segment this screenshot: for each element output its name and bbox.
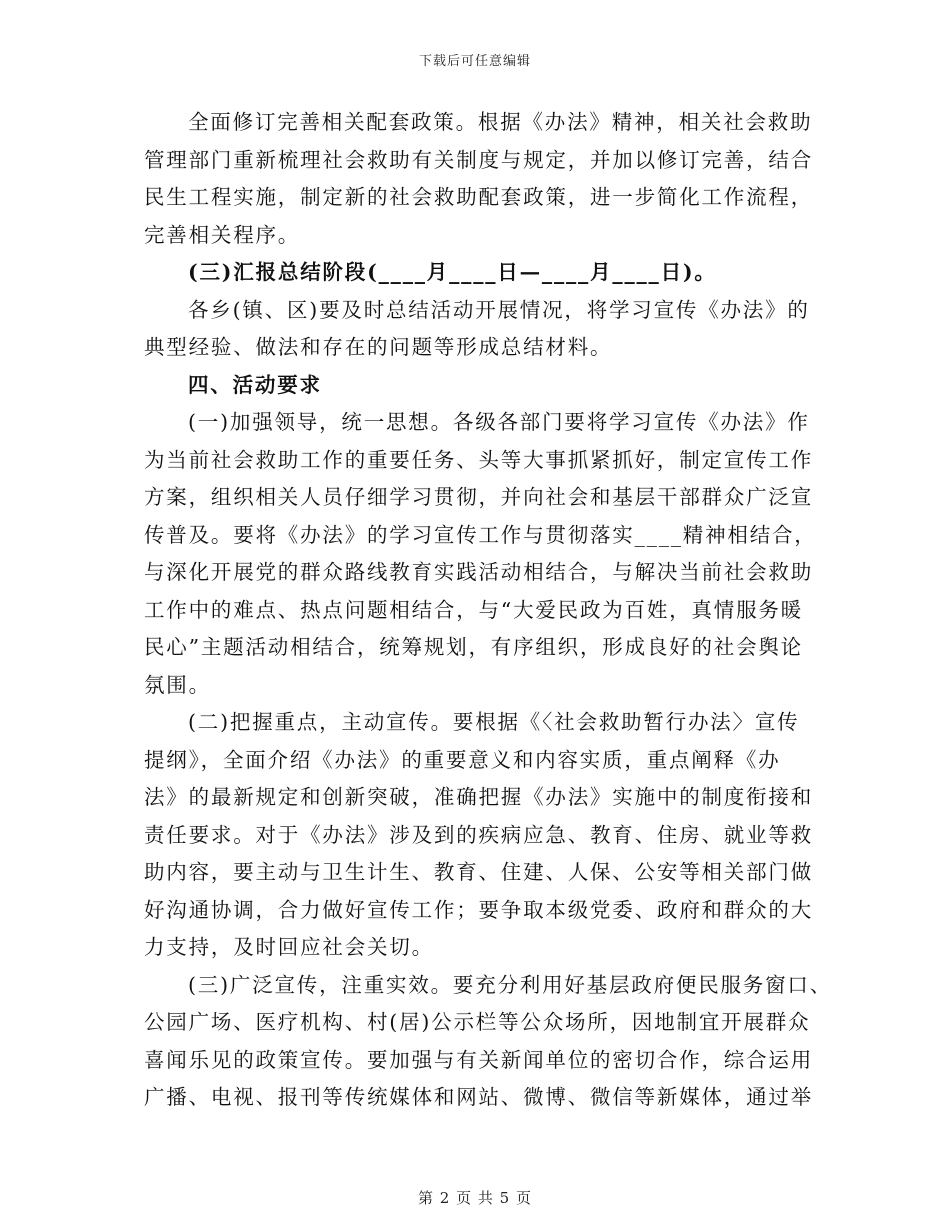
text-line: 公园广场、医疗机构、村(居)公示栏等公众场所，因地制宜开展群众 [144,1010,811,1034]
text-line: 氛围。 [144,672,211,697]
text-line: 助内容，要主动与卫生计生、教育、住建、人保、公安等相关部门做 [144,860,813,884]
text-line: 民生工程实施，制定新的社会救助配套政策，进一步简化工作流程， [144,185,813,209]
text-line: 力支持，及时回应社会关切。 [144,935,434,959]
text-line: 工作中的难点、热点问题相结合，与“大爱民政为百姓，真情服务暖 [144,597,803,622]
text-line: 管理部门重新梳理社会救助有关制度与规定，并加以修订完善，结合 [144,147,813,172]
text-line: 全面修订完善相关配套政策。根据《办法》精神，相关社会救助 [188,110,813,134]
text-line: (三)广泛宣传，注重实效。要充分利用好基层政府便民服务窗口、 [188,972,832,997]
document-body [144,104,832,1117]
text-line: 提纲》，全面介绍《办法》的重要意义和内容实质，重点阐释《办 [144,747,781,772]
text-line: (一)加强领导，统一思想。各级各部门要将学习宣传《办法》作 [188,410,810,434]
text-line: 完善相关程序。 [144,222,301,247]
section-heading: 四、活动要求 [188,372,322,397]
text-line: 各乡(镇、区)要及时总结活动开展情况，将学习宣传《办法》的 [188,297,810,322]
text-line: (二)把握重点，主动宣传。要根据《〈社会救助暂行办法〉宣传 [188,710,800,734]
text-line: 传普及。要将《办法》的学习宣传工作与贯彻落实____精神相结合， [144,522,817,547]
page-header: 下载后可任意编辑 [418,54,531,69]
text-line: 为当前社会救助工作的重要任务、头等大事抓紧抓好，制定宣传工作 [144,447,813,472]
text-line: 责任要求。对于《办法》涉及到的疾病应急、教育、住房、就业等救 [144,822,813,847]
page-footer: 第 2 页 共 5 页 [418,1189,532,1207]
text-line: 民心”主题活动相结合，统筹规划，有序组织，形成良好的社会舆论 [144,635,803,659]
text-line: 与深化开展党的群众路线教育实践活动相结合，与解决当前社会救助 [144,560,813,584]
text-line: 好沟通协调，合力做好宣传工作；要争取本级党委、政府和群众的大 [144,897,813,922]
text-line: 广播、电视、报刊等传统媒体和网站、微博、微信等新媒体，通过举 [144,1085,813,1109]
section-heading: (三)汇报总结阶段(____月____日—____月____日)。 [188,260,717,284]
text-line: 典型经验、做法和存在的问题等形成总结材料。 [144,335,613,359]
text-line: 法》的最新规定和创新突破，准确把握《办法》实施中的制度衔接和 [144,785,813,809]
text-line: 方案，组织相关人员仔细学习贯彻，并向社会和基层干部群众广泛宣 [144,485,813,509]
text-line: 喜闻乐见的政策宣传。要加强与有关新闻单位的密切合作，综合运用 [144,1047,813,1072]
